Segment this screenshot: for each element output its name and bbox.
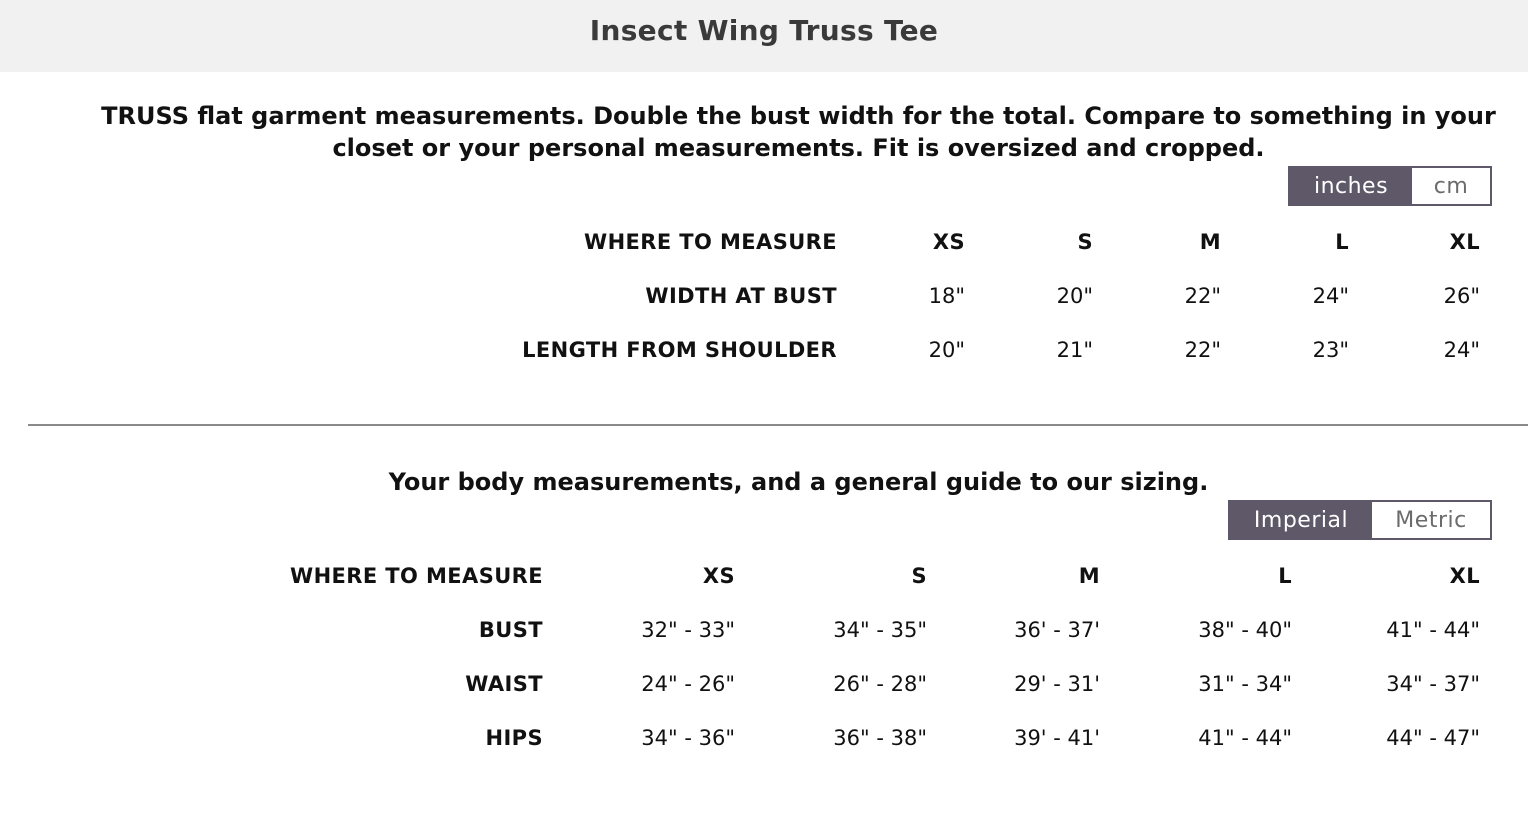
- table-cell: 24" - 26": [641, 672, 735, 696]
- unit-option-imperial[interactable]: Imperial: [1230, 502, 1372, 538]
- table-cell: 39' - 41': [1014, 726, 1100, 750]
- table-cell: 31" - 34": [1198, 672, 1292, 696]
- table-header-where-to-measure: WHERE TO MEASURE: [290, 564, 543, 588]
- row-label-bust: BUST: [478, 618, 543, 642]
- row-label-length-from-shoulder: LENGTH FROM SHOULDER: [522, 338, 837, 362]
- page-header: [0, 0, 1528, 72]
- table-cell: 29' - 31': [1014, 672, 1100, 696]
- unit-option-cm[interactable]: cm: [1433, 173, 1469, 199]
- table-cell: 34" - 36": [641, 726, 735, 750]
- table-cell: 36' - 37': [1014, 618, 1100, 642]
- table-cell: 18": [928, 284, 965, 308]
- table-cell: 32" - 33": [641, 618, 735, 642]
- garment-intro-text: TRUSS flat garment measurements. Double the bust width for the total. Compare to something in your closet or your personal measurements. Fit is oversized and cropped.: [101, 102, 1496, 162]
- table-cell: 34" - 37": [1386, 672, 1480, 696]
- table-cell: 41" - 44": [1386, 618, 1480, 642]
- size-header-xs: XS: [932, 230, 965, 254]
- page-title: Insect Wing Truss Tee: [589, 14, 939, 47]
- row-label-waist: WAIST: [465, 672, 543, 696]
- table-cell: 44" - 47": [1386, 726, 1480, 750]
- size-header-xl: XL: [1449, 564, 1480, 588]
- unit-option-metric[interactable]: Metric: [1395, 507, 1467, 533]
- size-header-s: S: [1077, 230, 1093, 254]
- table-cell: 24": [1312, 284, 1349, 308]
- table-cell: 20": [928, 338, 965, 362]
- table-cell: 36" - 38": [833, 726, 927, 750]
- size-header-xs: XS: [702, 564, 735, 588]
- table-cell: 34" - 35": [833, 618, 927, 642]
- table-cell: 26": [1443, 284, 1480, 308]
- size-header-xl: XL: [1449, 230, 1480, 254]
- unit-option-inches[interactable]: inches: [1290, 168, 1412, 204]
- table-cell: 21": [1056, 338, 1093, 362]
- body-intro-text: Your body measurements, and a general guide to our sizing.: [388, 468, 1209, 496]
- table-cell: 24": [1443, 338, 1480, 362]
- size-header-m: M: [1199, 230, 1221, 254]
- size-header-m: M: [1078, 564, 1100, 588]
- table-cell: 38" - 40": [1198, 618, 1292, 642]
- table-cell: 23": [1312, 338, 1349, 362]
- table-cell: 41" - 44": [1198, 726, 1292, 750]
- row-label-hips: HIPS: [485, 726, 543, 750]
- section-divider: [28, 424, 1528, 426]
- row-label-width-at-bust: WIDTH AT BUST: [645, 284, 837, 308]
- size-header-l: L: [1278, 564, 1292, 588]
- table-header-where-to-measure: WHERE TO MEASURE: [584, 230, 837, 254]
- table-cell: 20": [1056, 284, 1093, 308]
- size-header-s: S: [911, 564, 927, 588]
- table-cell: 22": [1184, 284, 1221, 308]
- table-cell: 26" - 28": [833, 672, 927, 696]
- table-cell: 22": [1184, 338, 1221, 362]
- size-header-l: L: [1335, 230, 1349, 254]
- garment-unit-toggle: [1288, 166, 1492, 206]
- body-unit-toggle: [1228, 500, 1492, 540]
